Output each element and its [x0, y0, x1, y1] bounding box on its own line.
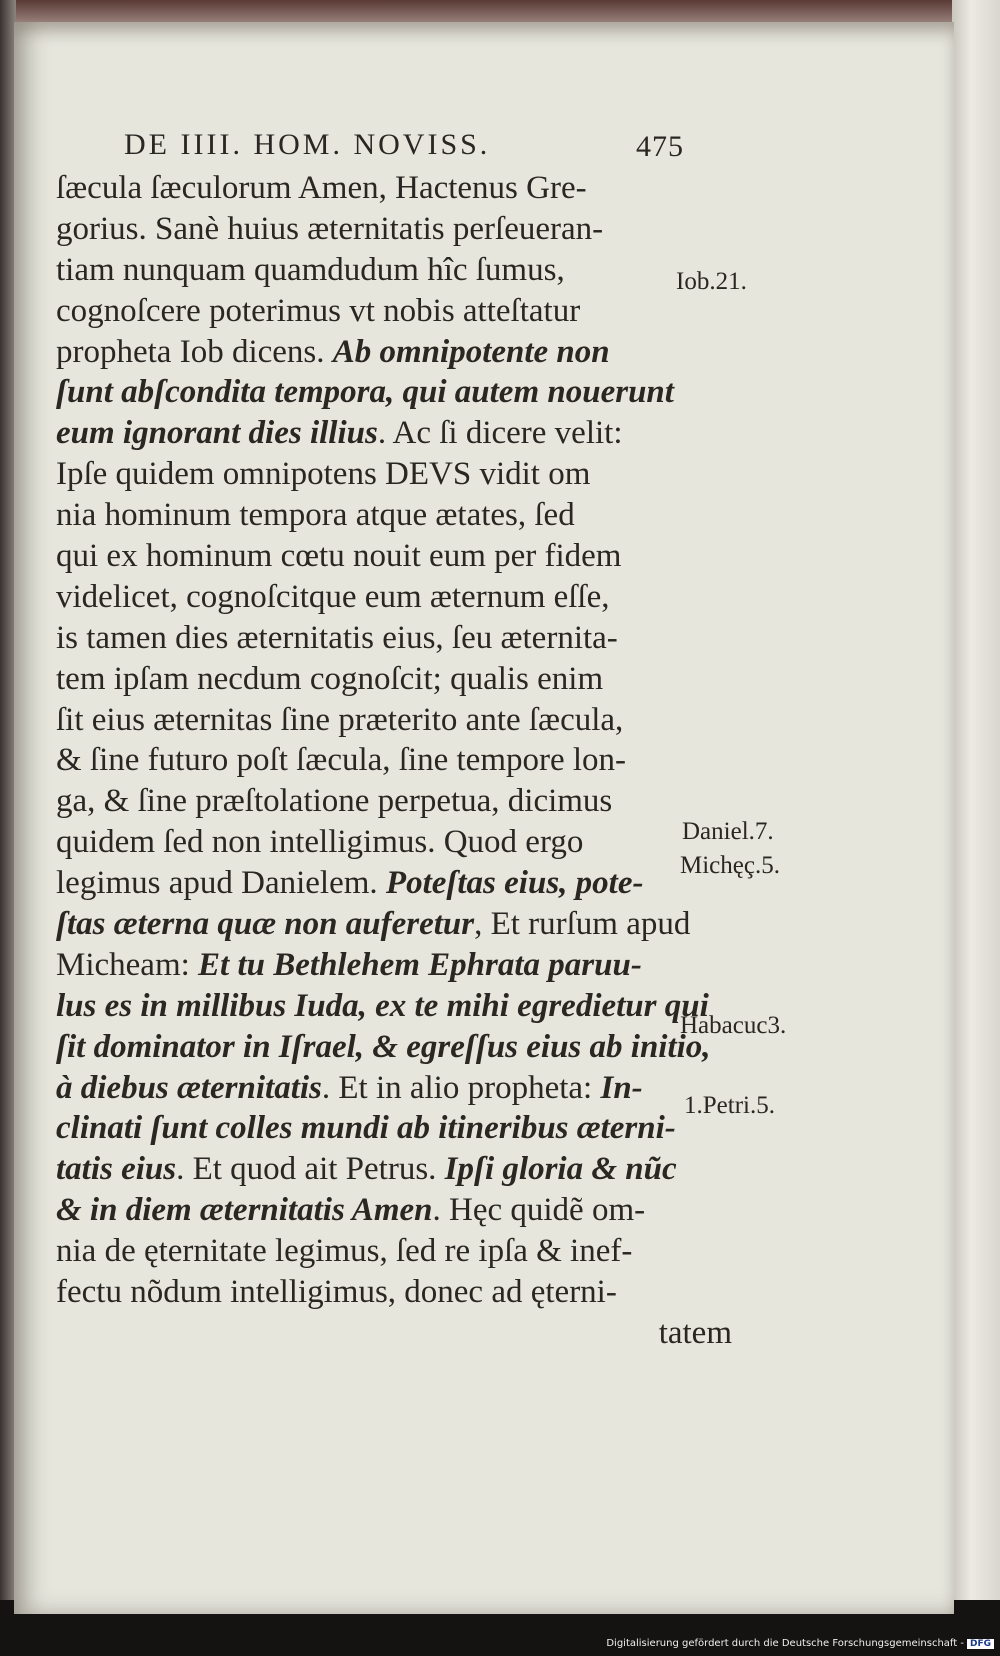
italic-text-run: Ipſi gloria & nũc	[444, 1151, 677, 1188]
italic-text-run: Poteſtas eius, pote-	[385, 865, 644, 902]
text-run: . Et quod ait Petrus.	[176, 1151, 445, 1188]
scan-right-edge	[952, 0, 1000, 1630]
text-run: . Ac ſi dicere velit:	[377, 415, 623, 452]
italic-text-run: à diebus æternitatis	[56, 1069, 322, 1106]
digitization-credit	[606, 1638, 994, 1649]
margin-note-daniel: Daniel.7.	[682, 818, 774, 845]
text-run: nia hominum tempora atque ætates, ſed	[56, 497, 575, 534]
text-run: legimus apud Danielem.	[56, 865, 386, 902]
italic-text-run: clinati ſunt colles mundi ab itineribus æterni-	[56, 1110, 676, 1147]
text-line	[56, 659, 736, 700]
text-run: videlicet, cognoſcitque eum æternum eſſe,	[56, 578, 610, 615]
text-line	[56, 700, 736, 741]
italic-text-run: tatis eius	[56, 1151, 177, 1188]
text-line	[56, 1027, 736, 1068]
text-run: qui ex hominum cœtu nouit eum per fidem	[56, 538, 622, 575]
page-number: 475	[636, 130, 684, 163]
text-run: cognoſcere poterimus vt nobis atteſtatur	[56, 292, 581, 329]
text-line	[56, 618, 736, 659]
text-run: . Et in alio propheta:	[321, 1069, 601, 1106]
credit-text: Digitalisierung gefördert durch die Deutsche Forschungsgemeinschaft -	[606, 1638, 964, 1649]
text-run: Micheam:	[56, 946, 199, 983]
text-run: ga, & ſine præſtolatione perpetua, dicimus	[56, 783, 613, 820]
text-line	[56, 822, 736, 863]
text-line	[56, 740, 736, 781]
text-run: tem ipſam necdum cognoſcit; qualis enim	[56, 660, 604, 697]
text-run: nia de ęternitate legimus, ſed re ipſa & inef-	[56, 1233, 633, 1270]
margin-note-michea: Michęç.5.	[680, 852, 780, 879]
text-line	[56, 291, 736, 332]
text-line	[56, 209, 736, 250]
text-run: propheta Iob dicens.	[56, 333, 333, 370]
text-run: fectu nõdum intelligimus, donec ad ęterni-	[56, 1274, 617, 1311]
text-line	[56, 1149, 736, 1190]
text-line	[56, 904, 736, 945]
italic-text-run: Ab omnipotente non	[332, 333, 610, 370]
text-run: ſæcula ſæculorum Amen, Hactenus Gre-	[56, 170, 587, 206]
italic-text-run: & in diem æternitatis Amen	[56, 1192, 433, 1229]
text-line	[56, 168, 736, 209]
text-line	[56, 1231, 736, 1272]
text-line	[56, 332, 736, 373]
running-head: DE IIII. HOM. NOVISS.	[124, 128, 491, 161]
italic-text-run: ſtas æterna quæ non auferetur	[56, 906, 475, 943]
text-run: tatem	[658, 1314, 732, 1351]
italic-text-run: lus es in millibus Iuda, ex te mihi egredietur qui	[56, 987, 709, 1024]
text-line	[56, 1068, 736, 1109]
book-page	[14, 22, 954, 1614]
text-line	[56, 1313, 732, 1354]
text-line	[56, 986, 736, 1027]
text-line	[56, 413, 736, 454]
text-run: . Hęc quidẽ om-	[432, 1192, 646, 1229]
text-line	[56, 1108, 736, 1149]
text-run: tiam nunquam quamdudum hîc ſumus,	[56, 251, 565, 288]
text-line	[56, 495, 736, 536]
text-run: , Et rurſum apud	[474, 906, 691, 943]
text-run: quidem ſed non intelligimus. Quod ergo	[56, 824, 584, 861]
margin-note-petri: 1.Petri.5.	[684, 1092, 775, 1119]
margin-note-habacuc: Habacuc3.	[680, 1012, 787, 1039]
italic-text-run: eum ignorant dies illius	[56, 415, 378, 452]
italic-text-run: Et tu Bethlehem Ephrata paruu-	[198, 946, 642, 983]
text-run: & ſine futuro poſt ſæcula, ſine tempore lon-	[56, 742, 627, 779]
text-line	[56, 577, 736, 618]
margin-note-job: Iob.21.	[676, 268, 747, 295]
text-line	[56, 945, 736, 986]
text-line	[56, 372, 736, 413]
text-run: gorius. Sanè huius æternitatis perſeueran-	[56, 210, 604, 247]
body-text	[56, 168, 736, 1354]
text-line	[56, 250, 736, 291]
text-line	[56, 863, 736, 904]
text-run: ſit eius æternitas ſine præterito ante ſæcula,	[56, 701, 624, 738]
text-line	[56, 1272, 736, 1313]
italic-text-run: ſit dominator in Iſrael, & egreſſus eius ab initio,	[56, 1028, 711, 1065]
text-line	[56, 1190, 736, 1231]
text-line	[56, 536, 736, 577]
text-run: is tamen dies æternitatis eius, ſeu æternita-	[56, 619, 618, 656]
text-run: Ipſe quidem omnipotens DEVS vidit om	[56, 456, 591, 493]
text-line	[56, 781, 736, 822]
italic-text-run: In-	[600, 1069, 643, 1106]
text-line	[56, 454, 736, 495]
italic-text-run: ſunt abſcondita tempora, qui autem nouerunt	[56, 374, 674, 411]
page-header	[124, 128, 704, 168]
dfg-logo: DFG	[967, 1639, 994, 1649]
